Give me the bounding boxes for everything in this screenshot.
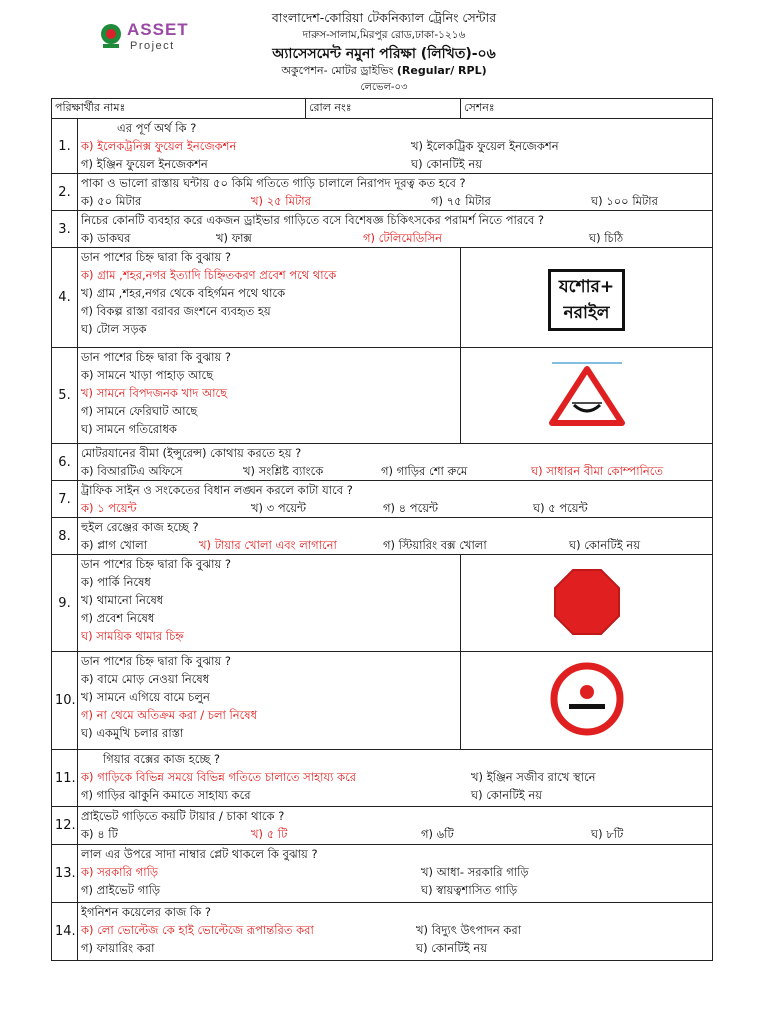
options-row — [81, 229, 709, 247]
question-number: 14. — [52, 903, 78, 961]
question-number: 3. — [52, 211, 78, 248]
candidate-name-field[interactable]: পরিক্ষার্থীর নামঃ — [52, 99, 306, 119]
question-cell — [78, 652, 461, 750]
question-cell — [78, 481, 713, 518]
question-row — [52, 211, 713, 248]
question-number: 8. — [52, 518, 78, 555]
options-row — [81, 462, 709, 480]
option-c[interactable]: গ) গাড়ির ঝাকুনি কমাতে সাহায্য করে — [81, 788, 251, 802]
question-text: এর পূর্ণ অর্থ কি ? — [117, 121, 197, 135]
document-header — [0, 0, 768, 98]
option-d[interactable]: ঘ) চিঠি — [589, 231, 624, 245]
question-row — [52, 845, 713, 903]
option-b[interactable]: খ) সামনে বিপদজনক খাদ আছে — [81, 386, 228, 400]
options-row — [81, 768, 709, 786]
warning-triangle-sign-icon — [542, 359, 632, 429]
question-text: হুইল রেঞ্জের কাজ হচ্ছে ? — [81, 520, 199, 534]
question-row — [52, 348, 713, 444]
option-a[interactable]: ক) প্লাগ খোলা — [81, 538, 148, 552]
question-cell — [78, 444, 713, 481]
option-d[interactable]: ঘ) কোনটিই নয় — [471, 788, 542, 802]
option-b[interactable]: খ) ৫ টি — [251, 827, 288, 841]
question-cell — [78, 903, 713, 961]
options-row — [81, 939, 709, 957]
option-b[interactable]: খ) সামনে এগিয়ে বামে চলুন — [81, 690, 210, 704]
occupation-line — [0, 62, 768, 81]
question-number: 4. — [52, 248, 78, 348]
option-c[interactable]: গ) ৭৫ মিটার — [431, 194, 491, 208]
exam-title: অ্যাসেসমেন্ট নমুনা পরিক্ষা (লিখিত)-০৬ — [272, 46, 496, 62]
question-text: ডান পাশের চিহ্ন দ্বারা কি বুঝায় ? — [81, 350, 232, 364]
question-row — [52, 518, 713, 555]
question-cell — [78, 750, 713, 807]
option-b[interactable]: খ) সংশ্লিষ্ট ব্যাংকে — [243, 464, 324, 478]
sign-text-line2: নরাইল — [563, 302, 610, 323]
options-row — [81, 863, 709, 881]
option-b[interactable]: খ) ইলেকট্রিক ফুয়েল ইনজেকশন — [411, 139, 559, 153]
options-row — [81, 536, 709, 554]
option-a[interactable]: ক) পার্কি নিষেধ — [81, 575, 151, 589]
question-text: ডান পাশের চিহ্ন দ্বারা কি বুঝায় ? — [81, 557, 232, 571]
option-b[interactable]: খ) গ্রাম ,শহর,নগর থেকে বহির্গমন পথে থাকে — [81, 286, 286, 300]
question-number: 10. — [52, 652, 78, 750]
occupation-label: অকুপেশন- মোটর ড্রাইভিং — [281, 64, 394, 77]
question-row — [52, 119, 713, 174]
option-d[interactable]: ঘ) কোনটিই নয় — [569, 538, 640, 552]
option-d[interactable]: ঘ) সাময়িক থামার চিহ্ন — [81, 629, 184, 643]
option-a[interactable]: ক) গাড়িকে বিভিন্ন সময়ে বিভিন্ন গতিতে চালাতে সাহায্য করে — [81, 770, 357, 784]
option-c[interactable]: গ) ফায়ারিং করা — [81, 941, 155, 955]
option-a[interactable]: ক) ইলেকট্রনিক্স ফুয়েল ইনজেকশন — [81, 139, 237, 153]
options-row — [81, 881, 709, 899]
question-number: 5. — [52, 348, 78, 444]
no-passing-without-stopping-sign-icon — [549, 661, 625, 737]
stop-octagon-sign-icon — [552, 567, 622, 637]
option-c[interactable]: গ) না থেমে অতিক্রম করা / চলা নিষেধ — [81, 708, 258, 722]
question-number: 13. — [52, 845, 78, 903]
option-d[interactable]: ঘ) ১০০ মিটার — [591, 194, 658, 208]
options-row — [81, 786, 709, 804]
question-cell — [78, 845, 713, 903]
question-text: ডান পাশের চিহ্ন দ্বারা কি বুঝায় ? — [81, 654, 232, 668]
option-d[interactable]: ঘ) টোল সড়ক — [81, 322, 147, 336]
sign-image-cell — [461, 348, 713, 444]
question-table — [51, 98, 713, 961]
question-cell — [78, 555, 461, 652]
question-text: লাল এর উপরে সাদা নাম্বার প্লেট থাকলে কি বুঝায় ? — [81, 847, 318, 861]
option-b[interactable]: খ) আধা- সরকারি গাড়ি — [421, 865, 529, 879]
option-c[interactable]: গ) সামনে ফেরিঘাট আছে — [81, 404, 198, 418]
option-c[interactable]: গ) বিকল্প রাস্তা বরাবর জংশনে ব্যবহৃত হয় — [81, 304, 271, 318]
option-d[interactable]: ঘ) ৫ পয়েন্ট — [533, 501, 588, 515]
question-number: 12. — [52, 807, 78, 845]
question-number: 1. — [52, 119, 78, 174]
options-row — [81, 499, 709, 517]
question-cell — [78, 248, 461, 348]
option-a[interactable]: ক) লো ভোল্টেজ কে হাই ভোল্টেজে রূপান্তরিত করা — [81, 923, 314, 937]
question-text: প্রাইভেট গাড়িতে কয়টি টায়ার / চাকা থাকে ? — [81, 809, 285, 823]
options-row — [81, 192, 709, 210]
question-row — [52, 174, 713, 211]
question-text: গিয়ার বক্সের কাজ হচ্ছে ? — [103, 752, 221, 766]
level-line: লেভেল-০৩ — [360, 82, 408, 93]
question-row — [52, 555, 713, 652]
question-number: 9. — [52, 555, 78, 652]
logo-subtext: Project — [130, 40, 175, 52]
option-b[interactable]: খ) ৩ পয়েন্ট — [251, 501, 307, 515]
question-cell — [78, 348, 461, 444]
option-b[interactable]: খ) ফাক্স — [216, 231, 252, 245]
option-a[interactable]: ক) সরকারি গাড়ি — [81, 865, 159, 879]
roll-number-field[interactable]: রোল নংঃ — [306, 99, 461, 119]
sign-image-cell — [461, 248, 713, 348]
question-cell — [78, 211, 713, 248]
option-c[interactable]: গ) ৪ পয়েন্ট — [383, 501, 439, 515]
question-number: 7. — [52, 481, 78, 518]
option-a[interactable]: ক) বামে মোড় নেওয়া নিষেধ — [81, 672, 210, 686]
options-row — [81, 155, 709, 173]
option-c[interactable]: গ) স্টিয়ারিং বক্স খোলা — [383, 538, 487, 552]
option-b[interactable]: খ) ইঞ্জিন সজীব রাখে স্থানে — [471, 770, 596, 784]
institute-name: বাংলাদেশ-কোরিয়া টেকনিক্যাল ট্রেনিং সেন্টার — [271, 10, 497, 25]
question-number: 2. — [52, 174, 78, 211]
options-row — [81, 137, 709, 155]
option-d[interactable]: ঘ) স্বায়ত্বশাসিত গাড়ি — [421, 883, 518, 897]
question-cell — [78, 518, 713, 555]
question-row — [52, 750, 713, 807]
option-d[interactable]: ঘ) একমুখি চলার রাস্তা — [81, 726, 184, 740]
question-row — [52, 444, 713, 481]
option-c[interactable]: গ) প্রবেশ নিষেধ — [81, 611, 155, 625]
option-c[interactable]: গ) ৬টি — [421, 827, 454, 841]
question-cell — [78, 119, 713, 174]
logo-text: ASSET — [127, 20, 189, 39]
option-a[interactable]: ক) সামনে খাড়া পাহাড় আছে — [81, 368, 214, 382]
option-b[interactable]: খ) টায়ার খোলা এবং লাগানো — [199, 538, 337, 552]
option-c[interactable]: গ) গাড়ির শো রুমে — [381, 464, 468, 478]
sign-image-cell — [461, 555, 713, 652]
option-d[interactable]: ঘ) সাধারন বীমা কোম্পানিতে — [531, 464, 663, 478]
sign-image-cell — [461, 652, 713, 750]
candidate-info-row — [52, 99, 713, 119]
option-d[interactable]: ঘ) ৮টি — [591, 827, 624, 841]
options-row — [81, 825, 709, 843]
question-text: নিচের কোনটি ব্যবহার করে একজন ড্রাইভার গাড়িতে বসে বিশেষজ্ঞ চিকিৎসকের পরামর্শ নিতে পারবে ? — [81, 213, 544, 227]
place-name-sign — [548, 269, 625, 331]
option-b[interactable]: খ) বিদ্যুৎ উৎপাদন করা — [416, 923, 522, 937]
question-row — [52, 652, 713, 750]
question-row — [52, 481, 713, 518]
session-field[interactable]: সেশনঃ — [461, 99, 713, 119]
question-number: 11. — [52, 750, 78, 807]
option-a[interactable]: ক) ৪ টি — [81, 827, 118, 841]
options-row — [81, 921, 709, 939]
occupation-mode: (Regular/ RPL) — [396, 64, 487, 77]
question-cell — [78, 807, 713, 845]
option-b[interactable]: খ) থামানো নিষেধ — [81, 593, 164, 607]
option-a[interactable]: ক) ১ পয়েন্ট — [81, 501, 137, 515]
option-b[interactable]: খ) ২৫ মিটার — [251, 194, 311, 208]
question-number: 6. — [52, 444, 78, 481]
option-c[interactable]: গ) ইঞ্জিন ফুয়েল ইনজেকশন — [81, 157, 208, 171]
question-row — [52, 903, 713, 961]
option-a[interactable]: ক) গ্রাম ,শহর,নগর ইত্যাদি চিহ্নিতকরণ প্রবেশ পথে থাকে — [81, 268, 337, 282]
option-d[interactable]: ঘ) সামনে গতিরোধক — [81, 422, 177, 436]
option-c[interactable]: গ) প্রাইভেট গাড়ি — [81, 883, 161, 897]
question-text: ট্রাফিক সাইন ও সংকেতের বিধান লঙ্ঘন করলে কাটা যাবে ? — [81, 483, 353, 497]
option-a[interactable]: ক) বিআরটিএ অফিসে — [81, 464, 183, 478]
question-text: ডান পাশের চিহ্ন দ্বারা কি বুঝায় ? — [81, 250, 232, 264]
question-row — [52, 807, 713, 845]
option-a[interactable]: ক) ডাকঘর — [81, 231, 131, 245]
option-a[interactable]: ক) ৫০ মিটার — [81, 194, 142, 208]
question-text: ইগনিশন কয়েলের কাজ কি ? — [81, 905, 212, 919]
option-d[interactable]: ঘ) কোনটিই নয় — [411, 157, 482, 171]
question-cell — [78, 174, 713, 211]
option-c[interactable]: গ) টেলিমেডিসিন — [363, 231, 442, 245]
sign-text-line1: যশোর+ — [558, 276, 615, 297]
question-text: পাকা ও ভালো রাস্তায় ঘন্টায় ৫০ কিমি গতিতে গাড়ি চালালে নিরাপদ দূরত্ব কত হবে ? — [81, 176, 466, 190]
institute-address: দারুস-সালাম,মিরপুর রোড,ঢাকা-১২১৬ — [302, 29, 466, 41]
question-text: মোটরযানের বীমা (ইন্সুরেন্স) কোথায় করতে হয় ? — [81, 446, 302, 460]
option-d[interactable]: ঘ) কোনটিই নয় — [416, 941, 487, 955]
question-row — [52, 248, 713, 348]
